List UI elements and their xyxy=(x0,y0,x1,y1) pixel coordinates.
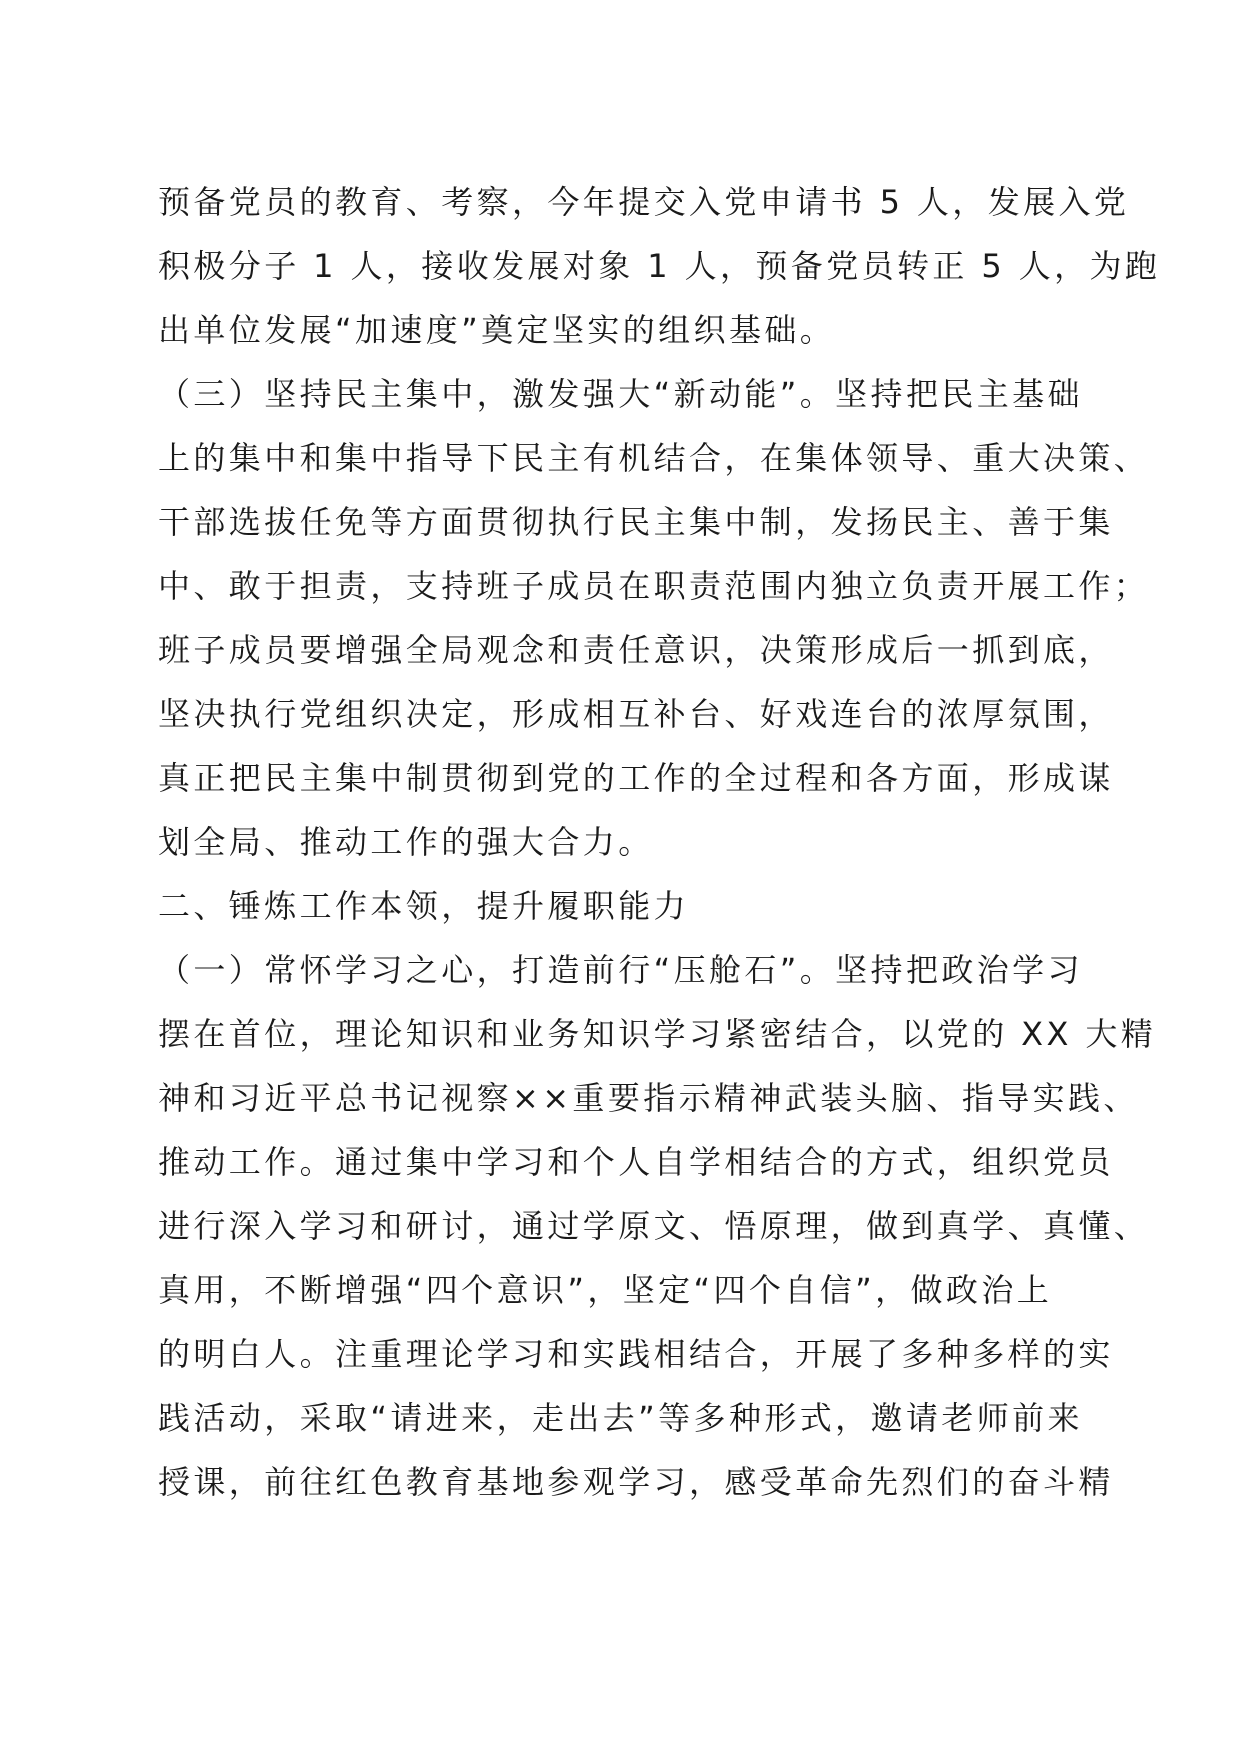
text-line: 践活动，采取“请进来，走出去”等多种形式，邀请老师前来 xyxy=(158,1399,1083,1437)
section-heading-2: 二、锤炼工作本领，提升履职能力 xyxy=(158,887,690,925)
text-line: 中、敢于担责，支持班子成员在职责范围内独立负责开展工作； xyxy=(158,567,1150,605)
subsection-heading-1: （一）常怀学习之心，打造前行“压舱石”。坚持把政治学习 xyxy=(158,951,1083,989)
text-line: 摆在首位，理论知识和业务知识学习紧密结合，以党的 XX 大精 xyxy=(158,1015,1157,1053)
text-line: 进行深入学习和研讨，通过学原文、悟原理，做到真学、真懂、 xyxy=(158,1207,1150,1245)
text-line: 积极分子 1 人，接收发展对象 1 人，预备党员转正 5 人，为跑 xyxy=(158,247,1161,285)
text-line: 神和习近平总书记视察××重要指示精神武装头脑、指导实践、 xyxy=(158,1079,1139,1117)
text-line: 预备党员的教育、考察，今年提交入党申请书 5 人，发展入党 xyxy=(158,183,1130,221)
section-heading-3: （三）坚持民主集中，激发强大“新动能”。坚持把民主基础 xyxy=(158,375,1083,413)
text-line: 干部选拔任免等方面贯彻执行民主集中制，发扬民主、善于集 xyxy=(158,503,1114,541)
text-line: 出单位发展“加速度”奠定坚实的组织基础。 xyxy=(158,311,836,349)
text-line: 授课，前往红色教育基地参观学习，感受革命先烈们的奋斗精 xyxy=(158,1463,1114,1501)
text-line: 真正把民主集中制贯彻到党的工作的全过程和各方面，形成谋 xyxy=(158,759,1114,797)
text-line: 真用，不断增强“四个意识”，坚定“四个自信”，做政治上 xyxy=(158,1271,1053,1309)
text-line: 推动工作。通过集中学习和个人自学相结合的方式，组织党员 xyxy=(158,1143,1114,1181)
text-line: 的明白人。注重理论学习和实践相结合，开展了多种多样的实 xyxy=(158,1335,1114,1373)
text-line: 坚决执行党组织决定，形成相互补台、好戏连台的浓厚氛围， xyxy=(158,695,1114,733)
text-line: 划全局、推动工作的强大合力。 xyxy=(158,823,654,861)
text-line: 上的集中和集中指导下民主有机结合，在集体领导、重大决策、 xyxy=(158,439,1150,477)
text-line: 班子成员要增强全局观念和责任意识，决策形成后一抓到底， xyxy=(158,631,1114,669)
